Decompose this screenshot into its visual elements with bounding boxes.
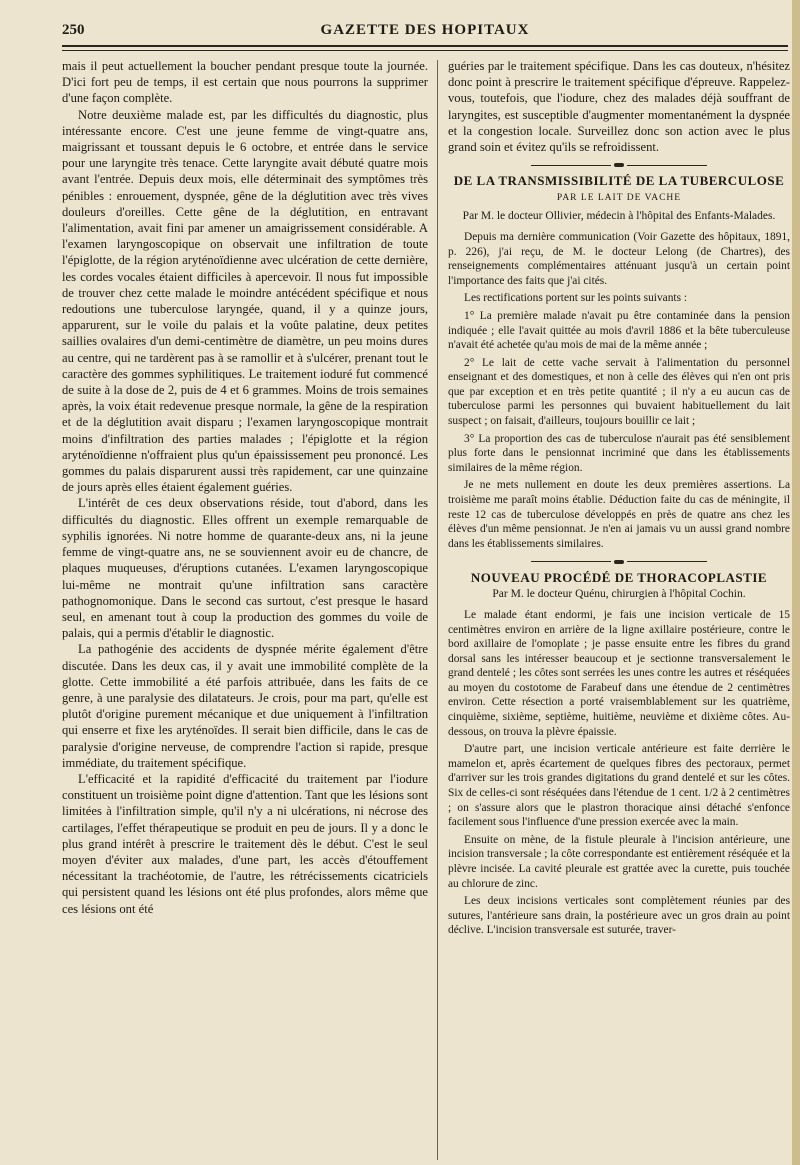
- paragraph: Les deux incisions verticales sont complètement réunies par des sutures, l'antérieure sans drain, la postérieure avec un gros drain au point déclive. L'incision transversale est suturée, traver-: [448, 895, 790, 937]
- section-subtitle: PAR LE LAIT DE VACHE: [556, 192, 682, 203]
- page-edge: [792, 0, 800, 1165]
- paragraph: 2° Le lait de cette vache servait à l'alimentation du personnel enseignant et des domestiques, et non à celle des élèves qui n'en ont pris que par exception et en très petite quantité ; il n'y a eu aucun cas de tuberculose parmi les personnes qui buvaient habituellement du lait suspect ; on faisait, d'ailleurs, toujours bouillir ce lait ;: [448, 356, 790, 428]
- paragraph: 3° La proportion des cas de tuberculose n'aurait pas été sensiblement plus forte dans le pensionnat incriminé que dans les établissements similaires de la même région.: [448, 432, 790, 474]
- publication-title: GAZETTE DES HOPITAUX: [320, 22, 530, 38]
- paragraph: L'efficacité et la rapidité d'efficacité du traitement par l'iodure constituent un troisième point digne d'attention. Tant que les lésions sont limitées à l'infiltration simple, qu'il n'y a ni ulcérations, ni nécrose des cartilages, l'effet thérapeutique se produit en peu de jours. Il y a donc le plus grand intérêt à prescrire le traitement dès le début. C'est le seul moyen d'éviter aux malades, d'une part, les accès d'étouffement nécessitant la trachéotomie, de l'autre, les rétrécissements cicatriciels qui persistent quand les lésions ont été plus profondes, alors même que ces lésions ont été: [62, 771, 428, 916]
- section-ornament: [448, 557, 790, 563]
- header-rule-thin: [62, 50, 788, 51]
- paragraph: mais il peut actuellement la boucher pendant presque toute la journée. D'ici fort peu de temps, il est certain que nous pourrons la supprimer d'une façon complète.: [62, 59, 428, 106]
- paragraph: 1° La première malade n'avait pu être contaminée dans la pension indiquée ; elle l'avait quittée au mois d'avril 1886 et la bête tuberculeuse n'avait été achetée qu'au mois de mai de la même année ;: [448, 309, 790, 352]
- paragraph: La pathogénie des accidents de dyspnée mérite également d'être discutée. Dans les deux cas, il y avait une immobilité complète de la glotte. Cette immobilité a été parfois attribuée, dans les faits de ce genre, à une paralysie des dilatateurs. Je crois, pour ma part, qu'elle est plutôt d'origine purement mécanique et due uniquement à l'infiltration qui enserre et fixe les aryténoïdes. Il serait bien difficile, dans le cas de paralysie d'origine nerveuse, de comprendre l'action si rapide, presque immédiate, du traitement spécifique.: [62, 642, 428, 770]
- right-column: [448, 58, 790, 941]
- header-rule: [62, 45, 788, 47]
- paragraph: Notre deuxième malade est, par les difficultés du diagnostic, plus intéressante encore. C'est une jeune femme de vingt-quatre ans, maigrissant et toussant depuis le 6 octobre, et entrée dans le service pour une laryngite très tenace. Cette laryngite avait débuté quatre mois avant l'entrée. Depuis deux mois, elle déterminait des symptômes très pénibles : enrouement, dyspnée, gêne de la déglutition avec très vives douleurs d'oreilles. Cette gêne de la déglutition, en entravant l'alimentation, avait fini par amener un amaigrissement considérable. A l'examen laryngoscopique on observait une infiltration de toute l'épiglotte, de la région aryténoïdienne avec ulcération de cette dernière, les cordes vocales étaient difficiles à apercevoir. Il nous fut impossible de trouver chez cette malade le moindre antécédent spécifique et nous redoutions une tuberculose laryngée, quand, il y a quinze jours, apparurent, sur le voile du palais et la voûte palatine, deux petites saillies ovalaires d'un demi-centimètre de diamètre, un peu moins dures au centre, qui ne tardèrent pas à se ramollir et à s'ulcérer, prenant tout le caractère des gommes syphilitiques. Le traitement ioduré fut commencé de suite à la dose de 2, puis de 4 et 6 grammes. Moins de trois semaines après, la voix était redevenue presque normale, la gêne de la respiration et de la déglutition avait disparu ; l'examen laryngoscopique montrait moins d'infiltration des parties malades ; l'épiglotte et la région aryténoïdienne n'offraient plus qu'un épaississement peu prononcé. Les gommes du palais disparurent aussi très rapidement, car une quinzaine de jours après elles étaient également guéries.: [62, 107, 428, 495]
- page-header: [62, 22, 788, 44]
- section-author: Par M. le docteur Quénu, chirurgien à l'hôpital Cochin.: [492, 587, 746, 600]
- column-divider: [437, 60, 438, 1160]
- paragraph: Les rectifications portent sur les points suivants :: [464, 292, 688, 305]
- paragraph: Ensuite on mène, de la fistule pleurale à l'incision antérieure, une incision transversale ; la côte correspondante est entièrement réséquée et la plèvre incisée. La cavité pleurale est grattée avec la curette, puis touchée au chlorure de zinc.: [448, 833, 790, 890]
- section-author: Par M. le docteur Ollivier, médecin à l'hôpital des Enfants-Malades.: [462, 209, 776, 222]
- section-title-tuberculose: DE LA TRANSMISSIBILITÉ DE LA TUBERCULOSE: [453, 173, 785, 189]
- paragraph: guéries par le traitement spécifique. Dans les cas douteux, n'hésitez donc point à prescrire le traitement spécifique d'épreuve. Rappelez-vous, toutefois, que l'iodure, chez des malades déjà souffrant de laryngites, est susceptible d'augmenter momentanément la dyspnée et la congestion locale. Surveillez donc son action avec le plus grand soin et évitez qu'ils se refroidissent.: [448, 59, 790, 155]
- left-column: [62, 58, 428, 917]
- tuberculose-body: [448, 230, 790, 551]
- paragraph: Le malade étant endormi, je fais une incision verticale de 15 centimètres environ en arrière de la ligne axillaire postérieure, contre le bord axillaire de l'omoplate ; je passe ensuite entre les fibres du grand dorsal sans les intéresser beaucoup et je sectionne transversalement le grand dentelé ; les côtes sont serrées les unes contre les autres et réséquées au moyen du costotome de Farabeuf dans une étendue de 2 centimètres environ. Cette résection a porté vraisemblablement sur les quatrième, cinquième, sixième, septième, huitième, neuvième et dixième côtes. Au-dessous, on trouva la plèvre épaissie.: [448, 608, 790, 738]
- paragraph: Je ne mets nullement en doute les deux premières assertions. La troisième me paraît moins établie. Déduction faite du cas de méningite, il reste 12 cas de tuberculose développés en près de quatre ans chez les élèves d'un même pensionnat. Je n'en ai jamais vu un aussi grand nombre dans les établissements similaires.: [448, 479, 790, 550]
- section-ornament: [448, 161, 790, 167]
- paragraph: L'intérêt de ces deux observations réside, tout d'abord, dans les difficultés du diagnostic. Elles offrent un exemple remarquable de syphilis ignorées. Ni notre homme de quarante-deux ans, ni la jeune femme de vingt-quatre ans, ne se souviennent avoir eu de chancre, de plaques muqueuses, d'éruptions cutanées. L'examen laryngoscopique lui-même ne montrait qu'une infiltration sans caractère pathognomonique. Dans le second cas surtout, c'est presque le hasard seul, en amenant tout à coup la production des gommes du voile de palais, qui a permis d'établir le diagnostic.: [62, 496, 428, 641]
- page-number: 250: [62, 22, 85, 38]
- thoracoplastie-body: [448, 608, 790, 938]
- section-title-thoracoplastie: NOUVEAU PROCÉDÉ DE THORACOPLASTIE: [470, 569, 768, 585]
- paragraph: Depuis ma dernière communication (Voir Gazette des hôpitaux, 1891, p. 226), j'ai reçu, de M. le docteur Lelong (de Chartres), des renseignements complémentaires atténuant jusqu'à un certain point l'importance des faits que j'ai cités.: [448, 230, 790, 287]
- paragraph: D'autre part, une incision verticale antérieure est faite derrière le mamelon et, après écartement de quelques fibres des pectoraux, permet d'arriver sur les trois grandes digitations du grand dentelé et sur les côtes. Six de celles-ci sont réséquées dans l'étendue de 1 cent. 1/2 à 2 centimètres ; on s'assure alors que le plastron thoracique ainsi détaché s'enfonce facilement sous l'influence d'une pression exercée avec la main.: [448, 743, 790, 829]
